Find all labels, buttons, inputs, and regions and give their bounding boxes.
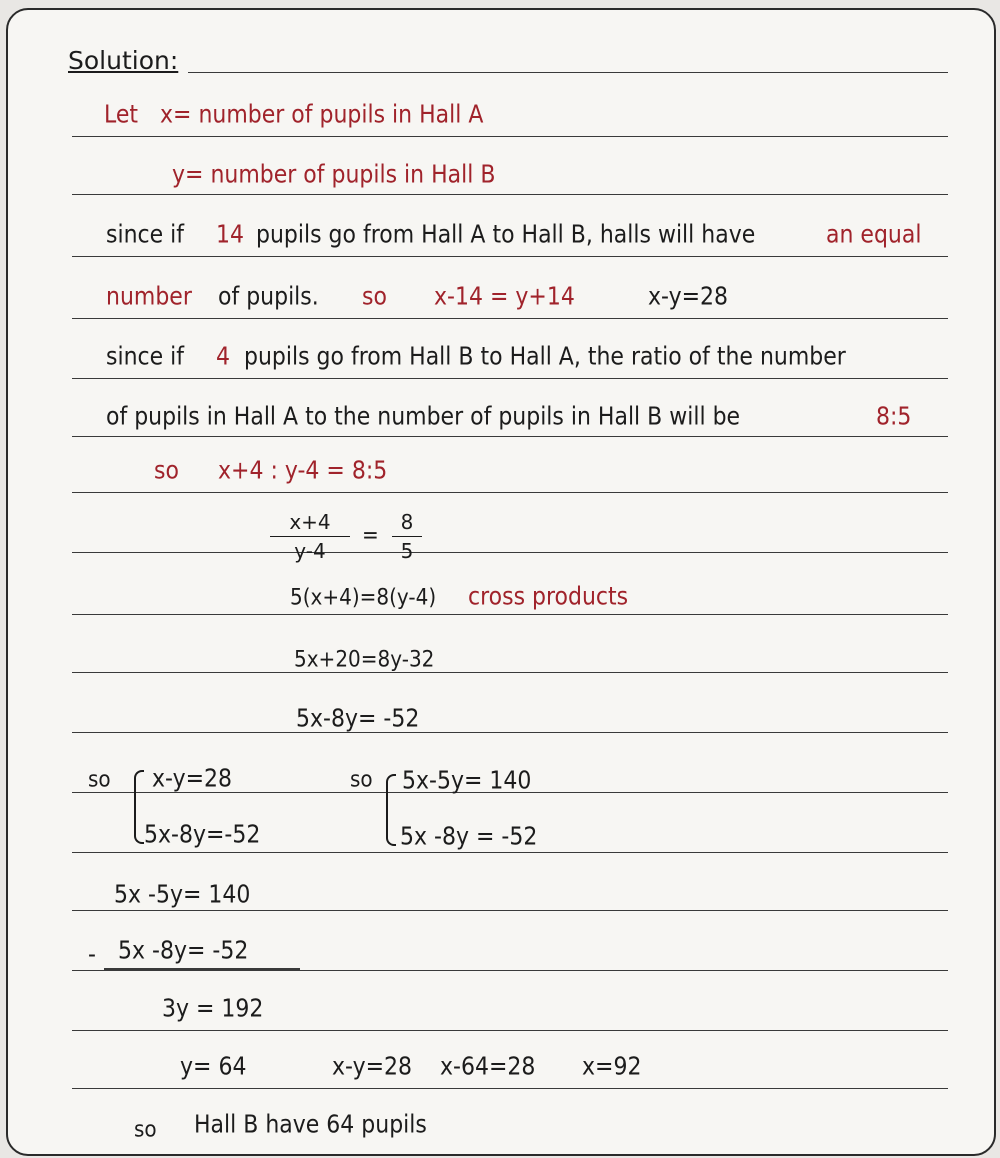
ruled-line [72, 492, 948, 493]
expanded-equation: 5x+20=8y-32 [294, 645, 435, 673]
condition-two-continued: of pupils in Hall A to the number of pupils in Hall B will be [106, 403, 741, 432]
ratio-equation: x+4 : y-4 = 8:5 [218, 457, 388, 486]
fraction-right [392, 510, 422, 563]
equation-one: x-14 = y+14 [434, 283, 575, 312]
so-label: so [350, 765, 373, 793]
ruled-line [188, 72, 948, 73]
subtraction-bottom: 5x -8y= -52 [118, 937, 249, 966]
cross-products-note: cross products [468, 583, 629, 612]
so-label: so [362, 283, 387, 312]
system-two-eq2: 5x -8y = -52 [400, 823, 538, 852]
cross-product-equation: 5(x+4)=8(y-4) [290, 583, 437, 611]
ruled-line [72, 1088, 948, 1089]
let-label: Let [104, 101, 139, 130]
condition-one-start: since if [106, 221, 184, 250]
back-substitution-1: x-y=28 [332, 1053, 413, 1082]
fraction-bar [392, 536, 422, 537]
ruled-line [72, 318, 948, 319]
ruled-line [72, 732, 948, 733]
simplified-equation: 5x-8y= -52 [296, 705, 420, 734]
solution-heading: Solution: [68, 46, 179, 75]
system-brace-right [386, 774, 396, 846]
y-result: y= 64 [180, 1053, 247, 1082]
ruled-line [72, 436, 948, 437]
ruled-line [72, 970, 948, 971]
fraction-bar [270, 536, 350, 537]
so-label: so [134, 1115, 157, 1143]
ruled-line [72, 256, 948, 257]
condition-one-number-word: number [106, 283, 192, 312]
condition-two-start: since if [106, 343, 184, 372]
fraction-left-numerator: x+4 [289, 510, 331, 534]
ruled-line [72, 194, 948, 195]
fraction-left [270, 510, 350, 563]
back-substitution-2: x-64=28 [440, 1053, 536, 1082]
subtraction-result: 3y = 192 [162, 995, 264, 1024]
minus-sign: - [88, 941, 96, 970]
condition-two-text: pupils go from Hall B to Hall A, the ratio of the number [244, 343, 846, 372]
ruled-line [72, 552, 948, 553]
condition-one-pupils: of pupils. [218, 283, 319, 312]
x-result: x=92 [582, 1053, 642, 1082]
ruled-line [72, 136, 948, 137]
condition-one-tail: an equal [826, 221, 922, 250]
condition-two-number: 4 [216, 343, 230, 372]
ruled-line [72, 1030, 948, 1031]
system-two-eq1: 5x-5y= 140 [402, 767, 532, 796]
subtraction-line [104, 968, 300, 970]
fraction-left-denominator: y-4 [294, 539, 326, 563]
final-answer: Hall B have 64 pupils [194, 1111, 427, 1140]
system-brace-left [134, 770, 144, 844]
equation-one-simplified: x-y=28 [648, 283, 729, 312]
ruled-line [72, 910, 948, 911]
condition-one-text: pupils go from Hall A to Hall B, halls will have [256, 221, 756, 250]
ruled-line [72, 614, 948, 615]
notebook-page [6, 8, 996, 1156]
subtraction-top: 5x -5y= 140 [114, 881, 251, 910]
definition-y: y= number of pupils in Hall B [172, 161, 496, 190]
fraction-right-numerator: 8 [400, 510, 414, 534]
fraction-right-denominator: 5 [400, 539, 414, 563]
ruled-line [72, 672, 948, 673]
so-label: so [88, 765, 111, 793]
system-one-eq1: x-y=28 [152, 765, 233, 794]
ruled-line [72, 852, 948, 853]
system-one-eq2: 5x-8y=-52 [144, 821, 261, 850]
definition-x: x= number of pupils in Hall A [160, 101, 484, 130]
ruled-line [72, 378, 948, 379]
ratio-value: 8:5 [876, 403, 912, 432]
so-label: so [154, 457, 179, 486]
fraction-equals: = [362, 521, 379, 549]
condition-one-number: 14 [216, 221, 244, 250]
